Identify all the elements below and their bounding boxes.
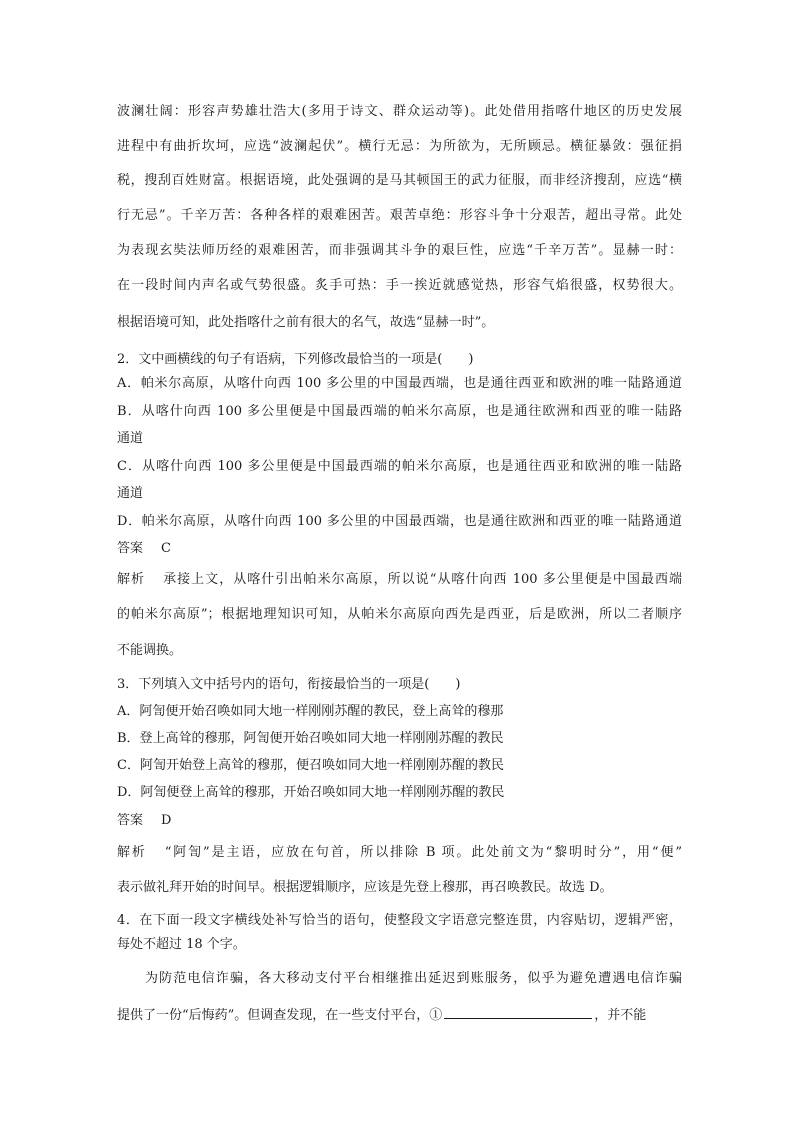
analysis-text: “阿訇”是主语，应放在句首，所以排除 B 项。此处前文为“黎明时分”，用“便”	[164, 845, 682, 860]
q2-stem: 2．文中画横线的句子有语病，下列修改最恰当的一项是( )	[117, 352, 474, 367]
explanation-line-1: 波澜壮阔：形容声势雄壮浩大(多用于诗文、群众运动等)。此处借用指喀什地区的历史发展	[117, 104, 682, 119]
answer-label: 答案	[117, 813, 144, 828]
answer-label: 答案	[117, 541, 144, 556]
answer-value: D	[161, 813, 172, 828]
q4-stem-line-1: 4．在下面一段文字横线处补写恰当的语句，使整段文字语意完整连贯，内容贴切，逻辑严密，	[117, 913, 682, 928]
passage-text-after-blank: ，并不能	[594, 1008, 647, 1023]
explanation-line-5: 为表现玄奘法师历经的艰难困苦，而非强调其斗争的艰巨性，应选“千辛万苦”。显赫一时：	[117, 243, 682, 258]
explanation-line-7: 根据语境可知，此处指喀什之前有很大的名气，故选“显赫一时”。	[117, 315, 495, 330]
q3-stem: 3．下列填入文中括号内的语句，衔接最恰当的一项是( )	[117, 677, 461, 692]
q2-option-d: D．帕米尔高原，从喀什向西 100 多公里的中国最西端，也是通往欧洲和西亚的唯一陆路通道	[117, 514, 682, 529]
answer-blank-1[interactable]	[444, 1006, 592, 1019]
q2-analysis-line-2: 的帕米尔高原”；根据地理知识可知，从帕米尔高原向西先是西亚，后是欧洲，所以二者顺序	[117, 607, 682, 622]
passage-text-before-blank: 提供了一份“后悔药”。但调查发现，在一些支付平台，①	[117, 1008, 443, 1023]
q4-stem-line-2: 每处不超过 18 个字。	[117, 937, 246, 952]
explanation-line-4: 行无忌”。千辛万苦：各种各样的艰难困苦。艰苦卓绝：形容斗争十分艰苦，超出寻常。此处	[117, 208, 682, 223]
q3-analysis-line-1	[117, 845, 682, 861]
q3-option-a: A．阿訇便开始召唤如同大地一样刚刚苏醒的教民，登上高耸的穆那	[117, 704, 504, 719]
q2-option-c-line-1: C．从喀什向西 100 多公里便是中国最西端的帕米尔高原，也是通往西亚和欧洲的唯一陆路	[117, 459, 682, 474]
q2-analysis-line-1	[117, 572, 682, 588]
q3-answer	[117, 813, 682, 829]
analysis-text: 承接上文，从喀什引出帕米尔高原，所以说“从喀什向西 100 多公里便是中国最西端	[163, 572, 682, 587]
q2-option-a: A．帕米尔高原，从喀什向西 100 多公里的中国最西端，也是通往西亚和欧洲的唯一陆路通道	[117, 376, 682, 391]
q2-answer	[117, 541, 682, 557]
q2-option-b-line-2: 通道	[117, 431, 144, 446]
q3-option-c: C．阿訇开始登上高耸的穆那，便召唤如同大地一样刚刚苏醒的教民	[117, 758, 504, 773]
q4-passage-line-1: 为防范电信诈骗，各大移动支付平台相继推出延迟到账服务，似乎为避免遭遇电信诈骗	[145, 971, 682, 986]
q2-analysis-line-3: 不能调换。	[117, 643, 183, 658]
q4-passage-line-2	[117, 1006, 682, 1024]
answer-value: C	[161, 541, 171, 556]
explanation-line-6: 在一段时间内声名或气势很盛。炙手可热：手一挨近就感觉热，形容气焰很盛，权势很大。	[117, 278, 682, 293]
explanation-line-2: 进程中有曲折坎坷，应选“波澜起伏”。横行无忌：为所欲为，无所顾忌。横征暴敛：强征捐	[117, 139, 682, 154]
q2-option-c-line-2: 通道	[117, 486, 144, 501]
q3-analysis-line-2: 表示做礼拜开始的时间早。根据逻辑顺序，应该是先登上穆那，再召唤教民。故选 D。	[117, 880, 613, 895]
q3-option-d: D．阿訇便登上高耸的穆那，开始召唤如同大地一样刚刚苏醒的教民	[117, 785, 505, 800]
analysis-label: 解析	[117, 845, 147, 860]
explanation-line-3: 税，搜刮百姓财富。根据语境，此处强调的是马其顿国王的武力征服，而非经济搜刮，应选“横	[117, 173, 682, 188]
q2-option-b-line-1: B．从喀什向西 100 多公里便是中国最西端的帕米尔高原，也是通往欧洲和西亚的唯一陆路	[117, 404, 682, 419]
q3-option-b: B．登上高耸的穆那，阿訇便开始召唤如同大地一样刚刚苏醒的教民	[117, 731, 504, 746]
analysis-label: 解析	[117, 572, 146, 587]
